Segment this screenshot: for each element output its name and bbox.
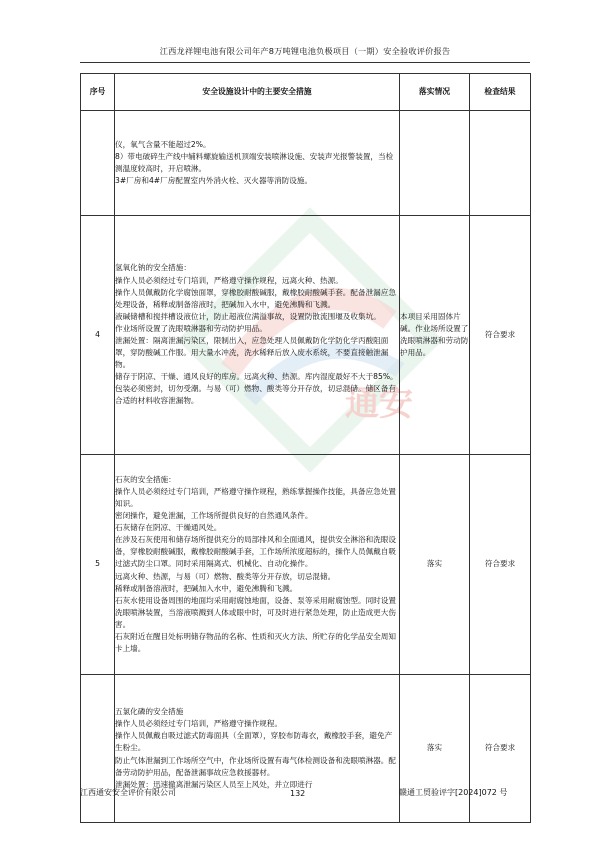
col-header-measures: 安全设施设计中的主要安全措施	[115, 74, 400, 111]
table-row	[81, 111, 531, 216]
col-header-status: 落实情况	[400, 74, 470, 111]
table-header-row	[81, 74, 531, 111]
header-rule	[80, 62, 530, 63]
measure-line: 远离火种、热源，与易（可）燃物、酸类等分开存放，切忌混储。	[115, 571, 336, 581]
measure-line: 仪，氧气含量不能超过2%。	[115, 139, 211, 149]
measure-line: 作业场所设置了洗眼喷淋器和劳动防护用品。	[115, 323, 267, 333]
row-measures	[115, 111, 400, 216]
table-row	[81, 216, 531, 455]
col-header-result: 检查结果	[470, 74, 531, 111]
measure-line: 操作人员必须经过专门培训，严格遵守操作规程，熟练掌握操作技能，具备应急处置知识。	[115, 486, 396, 508]
row-result: 符合要求	[470, 675, 531, 823]
row-result	[470, 111, 531, 216]
table-row	[81, 675, 531, 823]
row-result: 符合要求	[470, 216, 531, 455]
measure-line: 3#厂房和4#厂房配置室内外消火栓、灭火器等消防设施。	[115, 176, 313, 186]
row-result: 符合要求	[470, 455, 531, 675]
measure-line: 操作人员必须经过专门培训，严格遵守操作规程，远离火种、热源。	[115, 275, 343, 285]
page-header: 江西龙祥锂电池有限公司年产8万吨锂电池负极项目（一期）安全验收评价报告	[159, 46, 451, 56]
row-measures	[115, 216, 400, 455]
footer-page-number: 132	[290, 789, 306, 798]
table-row	[81, 455, 531, 675]
row-status: 本项目采用固体片碱。作业场所设置了洗眼喷淋器和劳动防护用品。	[400, 216, 470, 455]
measure-line: 操作人员佩戴防化学腐蚀面罩，穿橡胶耐酸碱服，戴橡胶耐酸碱手套。配备泄漏应急处理设备，稀释或制备溶液时，把碱加入水中，避免沸腾和飞溅。	[115, 287, 396, 309]
measure-line: 密闭操作，避免泄漏，工作场所提供良好的自然通风条件。	[115, 511, 313, 521]
measure-line: 储存于阴凉、干燥、通风良好的库房。远离火种、热源。库内湿度最好不大于85%。包装必须密封，切勿受潮。与易（可）燃物、酸类等分开存放，切忌混储。储区备有合适的材料收容泄漏物。	[115, 372, 398, 406]
row-status: 落实	[400, 675, 470, 823]
measure-line: 氢氧化钠的安全措施：	[115, 263, 191, 273]
measure-line: 石灰的安全措施：	[115, 474, 176, 484]
measure-line: 石灰附近在醒目处标明储存物品的名称、性质和灭火方法、所贮存的化学品安全周知卡上墙。	[115, 632, 396, 654]
row-number	[81, 675, 115, 823]
footer-company: 江西通安安全评价有限公司	[80, 788, 176, 797]
footer-report-number: 赣通工贸验评字[2024]072 号	[399, 788, 508, 797]
measure-line: 操作人员佩戴自吸过滤式防毒面具（全面罩），穿胶布防毒衣，戴橡胶手套，避免产生粉尘。	[115, 731, 393, 753]
watermark-text: 通安	[345, 385, 413, 423]
row-measures	[115, 675, 400, 823]
measure-line: 8）带电破碎生产线中辅料螺旋输送机顶端安装喷淋设施、安装声光报警装置，当检测温度较高时，开启喷淋。	[115, 151, 394, 173]
measure-line: 泄漏处置：隔离泄漏污染区，限制出入，应急处理人员佩戴防化学防化学丙酸阻面罩，穿防酸碱工作服。用大量水冲洗，洗水稀释后放入废水系统，不要直接触泄漏物。	[115, 336, 389, 370]
measure-line: 稀释或制备溶液时，把碱加入水中，避免沸腾和飞溅。	[115, 583, 298, 593]
row-number	[81, 111, 115, 216]
row-status	[400, 111, 470, 216]
row-status: 落实	[400, 455, 470, 675]
measure-line: 石灰储存在阴凉、干燥通风处。	[115, 523, 222, 533]
measure-line: 五氯化磷的安全措施	[115, 707, 184, 717]
measure-line: 泄漏处置：迅速撤离泄漏污染区人员至上风处，并立即进行	[115, 779, 313, 789]
measure-line: 操作人员必须经过专门培训，严格遵守操作规程。	[115, 719, 283, 729]
measure-line: 石灰水使用设备周围的地面均采用耐腐蚀地面，设备、泵等采用耐腐蚀型。同时设置洗眼喷淋装置，当溶液喷溅到人体或眼中时，可及时进行紧急处理，防止造成更大伤害。	[115, 595, 396, 629]
row-number: 4	[81, 216, 115, 455]
measure-line: 在涉及石灰使用和储存场所提供充分的局部排风和全面通风，提供安全淋浴和洗眼设备，穿橡胶耐酸碱服，戴橡胶耐酸碱手套，工作场所浓度超标的，操作人员佩戴自吸过滤式防尘口罩。同时采用隔离式、机械化、自动化操作。	[115, 535, 396, 569]
row-number: 5	[81, 455, 115, 675]
row-measures	[115, 455, 400, 675]
safety-measures-table	[80, 73, 531, 823]
measure-line: 防止气体泄漏到工作场所空气中，作业场所设置有毒气体检测设备和洗眼喷淋器。配备劳动防护用品，配备泄漏事故应急救援器材。	[115, 755, 396, 777]
col-header-number: 序号	[81, 74, 115, 111]
measure-line: 液碱储槽和搅拌槽设液位计，防止超液位满溢事故，设置防散流围堰及收集坑。	[115, 311, 381, 321]
